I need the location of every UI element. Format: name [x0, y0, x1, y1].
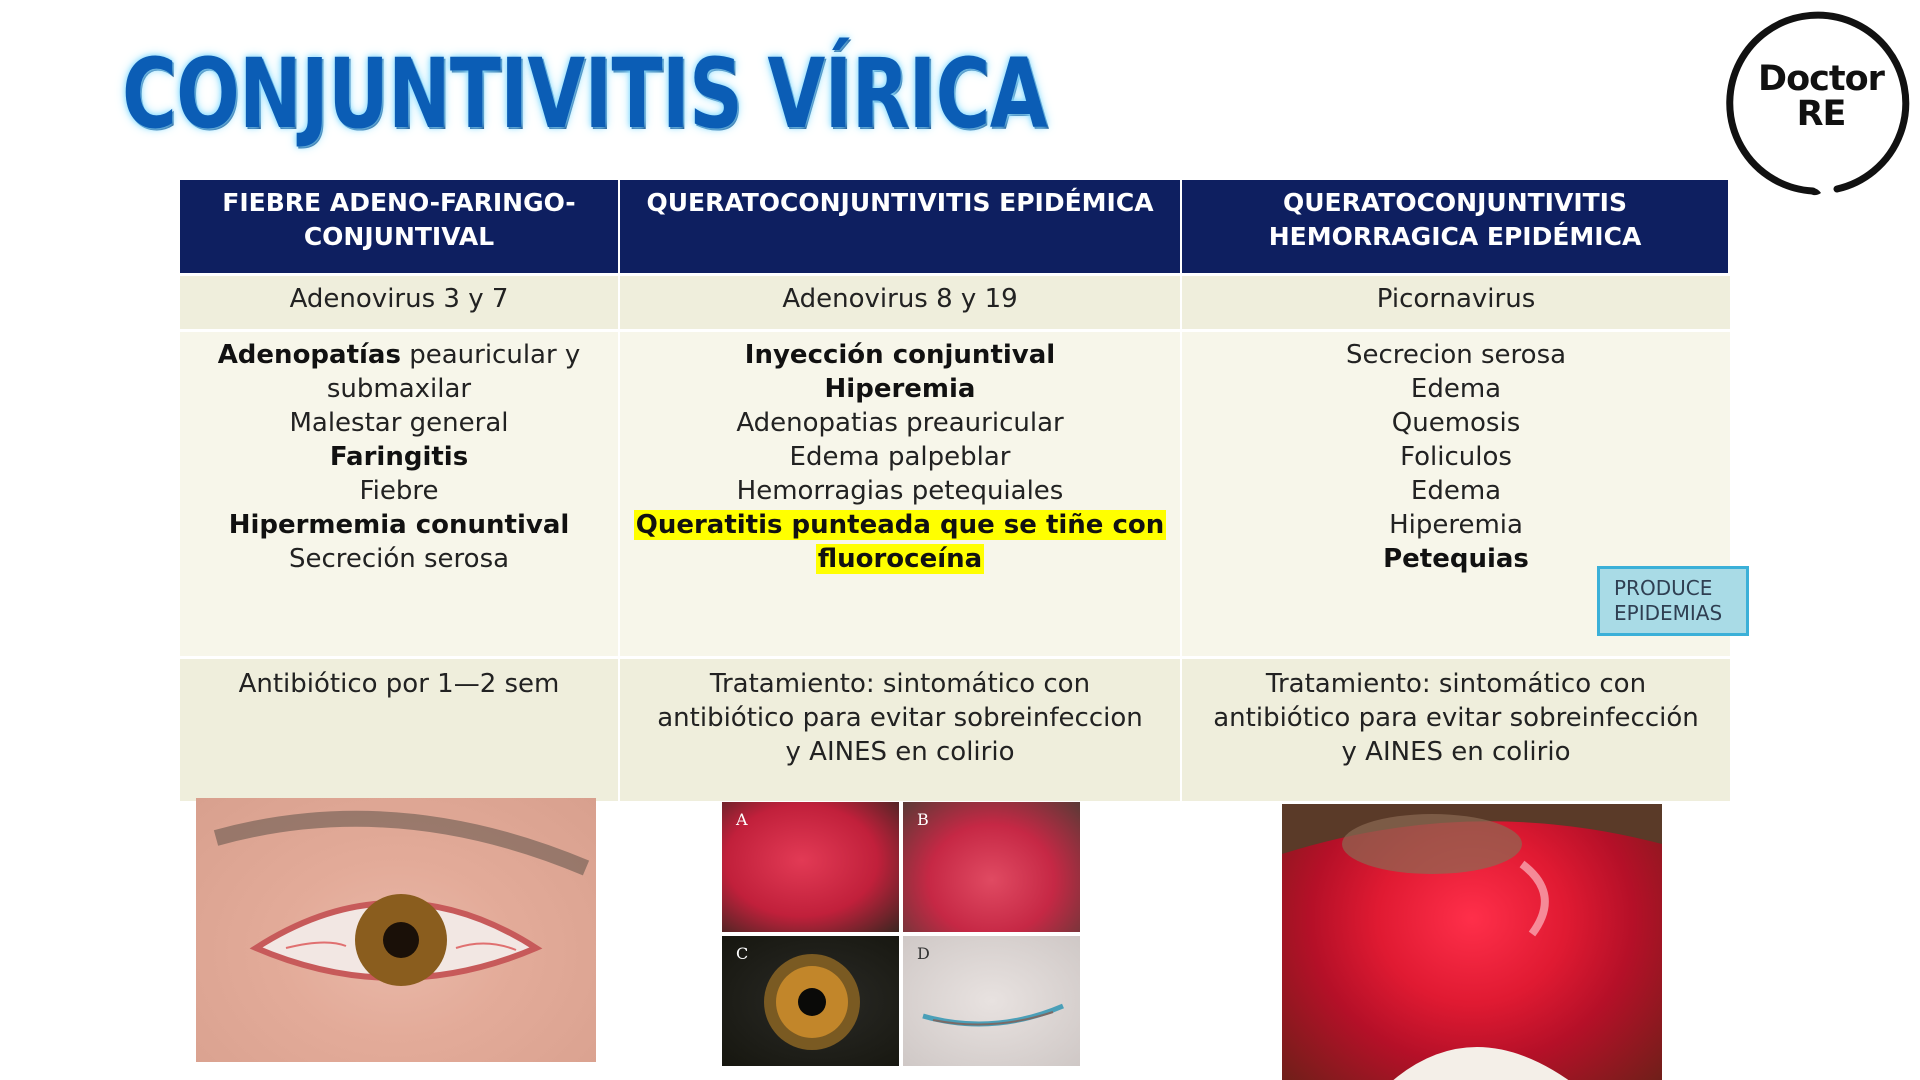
clinic-line: Edema palpeblar	[789, 442, 1011, 472]
treatment-line: Tratamiento: sintomático con	[709, 669, 1091, 699]
header-line: QUERATOCONJUNTIVITIS EPIDÉMICA	[646, 188, 1154, 217]
clinic-line: Edema	[1410, 374, 1502, 404]
photo-panel-b	[903, 802, 1080, 932]
clinic-line: Faringitis	[329, 442, 469, 472]
highlighted-text: fluoroceína	[817, 544, 983, 574]
header-line: CONJUNTIVAL	[303, 222, 495, 251]
header-line: QUERATOCONJUNTIVITIS	[1282, 188, 1627, 217]
clinic-line: Hiperemia	[1389, 510, 1523, 540]
clinic-line: Adenopatias preauricular	[736, 408, 1064, 438]
header-line: FIEBRE ADENO-FARINGO-	[222, 188, 576, 217]
clinic-line: Petequias	[1383, 544, 1529, 574]
clinic-line: Fiebre	[359, 476, 439, 506]
photo-panel-c	[722, 936, 899, 1066]
clinic-line: Edema	[1410, 476, 1502, 506]
iris-illustration	[722, 936, 899, 1066]
clinic-line: Inyección conjuntival	[744, 340, 1056, 370]
header-line: HEMORRAGICA EPIDÉMICA	[1268, 222, 1642, 251]
clinic-bold-text: Adenopatías	[217, 340, 401, 370]
panel-label: B	[917, 810, 929, 829]
red-eye-photo	[196, 798, 596, 1062]
clinic-text: peauricular y	[400, 340, 581, 370]
treatment-cell-1	[180, 656, 620, 801]
logo-text	[1725, 59, 1917, 134]
treatment-line: y AINES en colirio	[785, 737, 1015, 767]
clinic-line: Hiperemia	[824, 374, 976, 404]
clinical-photo-grid	[722, 802, 1080, 1066]
clinic-line: Hipermemia conuntival	[228, 510, 570, 540]
header-queratoconjuntivitis-epidemica	[620, 180, 1182, 273]
clinic-line: Secreción serosa	[288, 544, 510, 574]
clinic-line: Malestar general	[289, 408, 509, 438]
header-fiebre-adeno	[180, 180, 620, 273]
clinic-line: Quemosis	[1391, 408, 1521, 438]
panel-label: A	[736, 810, 748, 829]
hemorrhagic-eye-photo	[1282, 804, 1662, 1080]
logo-line-1: Doctor	[1758, 59, 1884, 99]
treatment-line: y AINES en colirio	[1341, 737, 1571, 767]
treatment-line: antibiótico para evitar sobreinfección	[1213, 703, 1699, 733]
clinic-cell-1	[180, 329, 620, 656]
comparison-table	[180, 180, 1730, 801]
clinic-line: Secrecion serosa	[1345, 340, 1567, 370]
treatment-line: antibiótico para evitar sobreinfeccion	[657, 703, 1143, 733]
clinic-line: submaxilar	[326, 374, 472, 404]
panel-label: C	[736, 944, 749, 963]
clinic-line: Hemorragias petequiales	[736, 476, 1064, 506]
logo-line-2: RE	[1796, 94, 1846, 134]
badge-line-2: EPIDEMIAS	[1614, 601, 1723, 625]
etiology-cell-2: Adenovirus 8 y 19	[620, 273, 1182, 329]
eye-illustration	[196, 798, 596, 1062]
clinic-line	[180, 338, 618, 372]
highlighted-text: Queratitis punteada que se tiñe con	[635, 510, 1165, 540]
treatment-cell-3	[1182, 656, 1730, 801]
header-queratoconjuntivitis-hemorragica	[1182, 180, 1730, 273]
treatment-line: Tratamiento: sintomático con	[1265, 669, 1647, 699]
clinic-line: Foliculos	[1400, 442, 1512, 472]
clinic-line	[620, 508, 1180, 542]
etiology-cell-3: Picornavirus	[1182, 273, 1730, 329]
hemorrhage-illustration	[1282, 804, 1662, 1080]
photo-panel-a	[722, 802, 899, 932]
panel-label: D	[917, 944, 930, 963]
produce-epidemias-badge	[1597, 566, 1749, 636]
clinic-line	[620, 542, 1180, 576]
photo-panel-d	[903, 936, 1080, 1066]
page-title: CONJUNTIVITIS VÍRICA	[122, 38, 1047, 150]
etiology-cell-1: Adenovirus 3 y 7	[180, 273, 620, 329]
treatment-line: Antibiótico por 1—2 sem	[238, 669, 560, 699]
badge-line-1: PRODUCE	[1614, 576, 1713, 600]
clinic-cell-2	[620, 329, 1182, 656]
treatment-cell-2	[620, 656, 1182, 801]
